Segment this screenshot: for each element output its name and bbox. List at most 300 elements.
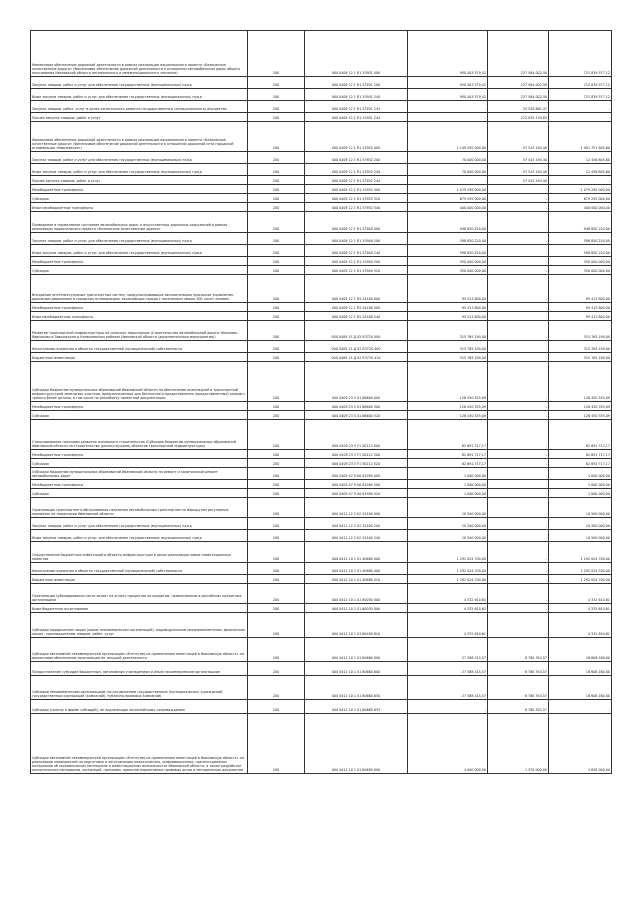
- cell-description: Бюджетные инвестиции: [31, 353, 248, 362]
- cell-description: Развитие транспортной инфраструктуры на сельских территориях (Строительство автомобильной дороги Жажлево - Иваньково в Заволжском и Кинешемском районах Ивановской области (дополнительные мероприятия)): [31, 321, 248, 341]
- cell-description: Субсидии юридическим лицам (кроме некоммерческих организаций), индивидуальным предпринимателям, физическим лицам - производителям товаров, работ, услуг: [31, 613, 248, 638]
- cell-description: Внедрение интеллектуальных транспортных систем, предусматривающих автоматизацию процессов управления дорожным движением в городских агломерациях, включающих города с населением свыше 300 тысяч человек: [31, 275, 248, 303]
- cell-description: Организация субсидирования части затрат на уплату процентов по кредитам, привлеченным в российских кредитных организациях: [31, 584, 248, 604]
- cell-executed-amount: 57 543 194,40: [488, 176, 549, 185]
- cell-unexecuted-amount: 126 450 555,09: [549, 362, 612, 402]
- cell-line-code: 200: [248, 604, 305, 613]
- cell-description: Межбюджетные трансферты: [31, 402, 248, 411]
- cell-line-code: 200: [248, 257, 305, 266]
- cell-approved-amount: 315 765 190,00: [408, 321, 488, 341]
- cell-approved-amount: 1 079 295 000,00: [408, 185, 488, 194]
- cell-unexecuted-amount: 712 839 577,12: [549, 89, 612, 101]
- table-row: [31, 77, 612, 89]
- cell-description: Иные закупки товаров, работ и услуг для обеспечения государственных (муниципальных) нужд: [31, 164, 248, 176]
- cell-line-code: 200: [248, 676, 305, 700]
- cell-executed-amount: 57 543 194,40: [488, 152, 549, 164]
- cell-description: Субсидии: [31, 411, 248, 420]
- cell-approved-amount: -: [408, 176, 488, 185]
- cell-classification-code: 000 0409 23 5 F1 50212 000: [305, 420, 408, 450]
- cell-description: Межбюджетные трансферты: [31, 303, 248, 312]
- cell-classification-code: 000 0409 12 1 R2 54180 000: [305, 275, 408, 303]
- cell-classification-code: 000 0409 13 Д 02 R3720 000: [305, 321, 408, 341]
- cell-executed-amount: -: [488, 185, 549, 194]
- table-row: [31, 676, 612, 700]
- cell-classification-code: 000 0412 10 1 01 40680 400: [305, 563, 408, 575]
- cell-approved-amount: 10 500 000,00: [408, 518, 488, 530]
- cell-approved-amount: 1 292 024 700,00: [408, 542, 488, 563]
- cell-description: Субсидии: [31, 459, 248, 468]
- cell-executed-amount: 25 528 862,47: [488, 101, 549, 113]
- cell-description: Межбюджетные трансферты: [31, 185, 248, 194]
- cell-description: Межбюджетные трансферты: [31, 450, 248, 459]
- cell-executed-amount: -: [488, 275, 549, 303]
- cell-executed-amount: -: [488, 530, 549, 542]
- cell-approved-amount: 679 295 000,00: [408, 194, 488, 203]
- table-row: [31, 362, 612, 402]
- cell-classification-code: 000 0409 12 1 R2 54180 540: [305, 312, 408, 321]
- cell-line-code: 200: [248, 152, 305, 164]
- cell-line-code: 200: [248, 498, 305, 518]
- cell-classification-code: 000 0409 12 1 R1 53932 540: [305, 203, 408, 212]
- cell-classification-code: 000 0409 23 5 01 86600 520: [305, 411, 408, 420]
- cell-unexecuted-amount: -: [549, 176, 612, 185]
- cell-line-code: 200: [248, 341, 305, 353]
- cell-line-code: 200: [248, 113, 305, 122]
- table-row: [31, 450, 612, 459]
- cell-approved-amount: 1 292 024 700,00: [408, 563, 488, 575]
- cell-classification-code: 000 0412 10 1 01 60660 600: [305, 662, 408, 676]
- cell-unexecuted-amount: 1 292 024 700,00: [549, 575, 612, 584]
- cell-description: Субсидии бюджетам муниципальных образований Ивановской области на ремонт и капитальный ремонт автомобильных дорог: [31, 468, 248, 480]
- cell-approved-amount: 126 450 555,09: [408, 411, 488, 420]
- cell-description: Закупка товаров, работ, услуг в целях капитального ремонта государственного (муниципального) имущества: [31, 101, 248, 113]
- table-row: [31, 312, 612, 321]
- cell-executed-amount: -: [488, 245, 549, 257]
- cell-classification-code: 000 0409 12 1 R1 53940 520: [305, 266, 408, 275]
- cell-executed-amount: -: [488, 233, 549, 245]
- cell-approved-amount: 4 332 610,61: [408, 584, 488, 604]
- cell-classification-code: 000 0409 12 1 R1 53940 240: [305, 245, 408, 257]
- cell-line-code: 200: [248, 321, 305, 341]
- table-row: [31, 152, 612, 164]
- cell-executed-amount: 212 035 139,83: [488, 113, 549, 122]
- cell-classification-code: 000 0409 12 1 R1 53931 240: [305, 89, 408, 101]
- cell-unexecuted-amount: 4 332 610,61: [549, 604, 612, 613]
- cell-description: Финансовое обеспечение дорожной деятельности в рамках реализации национального проекта «Безопасные качественные дороги» (Финансовое обеспечение дорожной деятельности в отношении дорожной сети городской агломерации «Ивановская»): [31, 122, 248, 152]
- cell-description: Предоставление субсидий бюджетным, автономным учреждениям и иным некоммерческим организациям: [31, 662, 248, 676]
- table-row: [31, 420, 612, 450]
- cell-unexecuted-amount: 712 839 577,12: [549, 31, 612, 77]
- cell-executed-amount: -: [488, 194, 549, 203]
- table-row: [31, 700, 612, 714]
- cell-line-code: 200: [248, 101, 305, 113]
- cell-line-code: 200: [248, 480, 305, 489]
- cell-classification-code: 000 0409 12 1 R1 53932 000: [305, 122, 408, 152]
- cell-classification-code: 000 0409 12 1 R1 53931 200: [305, 77, 408, 89]
- table-row: [31, 518, 612, 530]
- cell-classification-code: 000 0411 12 2 02 25400 200: [305, 518, 408, 530]
- cell-approved-amount: 4 000 000,00: [408, 714, 488, 774]
- cell-executed-amount: 8 780 354,57: [488, 676, 549, 700]
- table-row: [31, 164, 612, 176]
- cell-unexecuted-amount: 18 608 160,00: [549, 676, 612, 700]
- cell-approved-amount: 315 765 190,00: [408, 341, 488, 353]
- cell-description: Капитальные вложения в объекты государственной (муниципальной) собственности: [31, 341, 248, 353]
- cell-executed-amount: -: [488, 341, 549, 353]
- cell-approved-amount: 82 691 717,17: [408, 459, 488, 468]
- cell-approved-amount: 1 292 024 700,00: [408, 575, 488, 584]
- cell-unexecuted-amount: 82 691 717,17: [549, 459, 612, 468]
- cell-unexecuted-amount: 1 000 000,00: [549, 468, 612, 480]
- table-row: [31, 266, 612, 275]
- cell-line-code: 200: [248, 402, 305, 411]
- cell-executed-amount: -: [488, 518, 549, 530]
- cell-classification-code: 000 0411 12 2 02 25400 240: [305, 530, 408, 542]
- table-row: [31, 321, 612, 341]
- table-row: [31, 122, 612, 152]
- cell-executed-amount: 8 780 354,57: [488, 662, 549, 676]
- table-row: [31, 245, 612, 257]
- cell-line-code: 200: [248, 212, 305, 233]
- cell-line-code: 200: [248, 459, 305, 468]
- cell-unexecuted-amount: 1 292 024 700,00: [549, 542, 612, 563]
- cell-classification-code: 000 0409 12 1 R1 53940 000: [305, 212, 408, 233]
- cell-approved-amount: 4 332 610,61: [408, 613, 488, 638]
- cell-unexecuted-amount: 350 000 000,00: [549, 266, 612, 275]
- cell-unexecuted-amount: 12 456 805,60: [549, 164, 612, 176]
- cell-executed-amount: -: [488, 257, 549, 266]
- cell-executed-amount: -: [488, 575, 549, 584]
- cell-line-code: 200: [248, 700, 305, 714]
- cell-description: Субсидии (гранты в форме субсидий), не подлежащие казначейскому сопровождению: [31, 700, 248, 714]
- cell-line-code: 200: [248, 353, 305, 362]
- cell-unexecuted-amount: 95 413 800,00: [549, 303, 612, 312]
- cell-unexecuted-amount: 948 850 220,00: [549, 212, 612, 233]
- table-row: [31, 89, 612, 101]
- cell-executed-amount: -: [488, 480, 549, 489]
- cell-unexecuted-amount: 10 500 000,00: [549, 530, 612, 542]
- cell-line-code: 200: [248, 194, 305, 203]
- cell-approved-amount: 950 403 579,42: [408, 31, 488, 77]
- cell-line-code: 200: [248, 89, 305, 101]
- table-row: [31, 662, 612, 676]
- cell-classification-code: 000 0409 12 1 R1 53932 500: [305, 185, 408, 194]
- table-row: [31, 604, 612, 613]
- cell-unexecuted-amount: 598 850 220,00: [549, 245, 612, 257]
- cell-approved-amount: 598 850 220,00: [408, 245, 488, 257]
- cell-approved-amount: 315 765 190,00: [408, 353, 488, 362]
- cell-executed-amount: 237 564 002,30: [488, 89, 549, 101]
- budget-execution-table: [30, 30, 612, 774]
- table-row: [31, 203, 612, 212]
- cell-approved-amount: -: [408, 113, 488, 122]
- cell-unexecuted-amount: 126 450 555,09: [549, 411, 612, 420]
- cell-line-code: 200: [248, 362, 305, 402]
- cell-executed-amount: -: [488, 362, 549, 402]
- table-row: [31, 714, 612, 774]
- cell-executed-amount: -: [488, 303, 549, 312]
- cell-description: Иные межбюджетные трансферты: [31, 312, 248, 321]
- table-row: [31, 275, 612, 303]
- cell-line-code: 200: [248, 420, 305, 450]
- cell-unexecuted-amount: 1 292 024 700,00: [549, 563, 612, 575]
- cell-unexecuted-amount: 315 765 190,00: [549, 341, 612, 353]
- cell-approved-amount: 27 388 514,57: [408, 662, 488, 676]
- cell-classification-code: 000 0409 12 1 R1 53931 000: [305, 31, 408, 77]
- cell-executed-amount: 1 370 000,00: [488, 714, 549, 774]
- table-row: [31, 194, 612, 203]
- cell-line-code: 200: [248, 77, 305, 89]
- cell-classification-code: 000 0412 10 1 01 60660 630: [305, 676, 408, 700]
- cell-line-code: 200: [248, 450, 305, 459]
- cell-unexecuted-amount: 712 839 577,12: [549, 77, 612, 89]
- cell-executed-amount: -: [488, 450, 549, 459]
- cell-classification-code: 000 0412 10 1 01 40680 000: [305, 542, 408, 563]
- cell-description: Субсидии: [31, 194, 248, 203]
- cell-line-code: 200: [248, 489, 305, 498]
- cell-unexecuted-amount: 18 608 160,00: [549, 662, 612, 676]
- table-row: [31, 489, 612, 498]
- cell-unexecuted-amount: -: [549, 101, 612, 113]
- cell-description: Прочая закупка товаров, работ и услуг: [31, 176, 248, 185]
- cell-description: Иные закупки товаров, работ и услуг для обеспечения государственных (муниципальных) нужд: [31, 89, 248, 101]
- cell-unexecuted-amount: 1 091 751 805,60: [549, 122, 612, 152]
- cell-approved-amount: 350 000 000,00: [408, 266, 488, 275]
- table-row: [31, 176, 612, 185]
- cell-executed-amount: -: [488, 604, 549, 613]
- cell-approved-amount: 1 000 000,00: [408, 468, 488, 480]
- cell-line-code: 200: [248, 575, 305, 584]
- cell-approved-amount: 1 149 295 000,00: [408, 122, 488, 152]
- cell-classification-code: 000 0412 10 1 01 60030 000: [305, 584, 408, 604]
- cell-classification-code: 000 0412 10 1 01 60030 810: [305, 613, 408, 638]
- cell-unexecuted-amount: 95 413 800,00: [549, 312, 612, 321]
- cell-executed-amount: -: [488, 489, 549, 498]
- cell-line-code: 200: [248, 613, 305, 638]
- cell-classification-code: 000 0409 12 1 R1 53932 520: [305, 194, 408, 203]
- cell-description: Приведение в нормативное состояние автомобильных дорог и искусственных дорожных сооружений в рамках реализации национального проекта «Безопасные качественные дороги»: [31, 212, 248, 233]
- cell-description: Стимулирование программ развития жилищного строительства (Субсидия бюджетам муниципальных образований Ивановской области на строительство (реконструкцию) объектов транспортной инфраструктуры): [31, 420, 248, 450]
- cell-description: Иные межбюджетные трансферты: [31, 203, 248, 212]
- cell-approved-amount: 95 413 800,00: [408, 312, 488, 321]
- cell-approved-amount: 948 850 220,00: [408, 212, 488, 233]
- table-row: [31, 498, 612, 518]
- cell-executed-amount: -: [488, 402, 549, 411]
- cell-description: Финансовое обеспечение дорожной деятельности в рамках реализации национального проекта «Безопасные качественные дороги» (Финансовое обеспечение дорожной деятельности в отношении автомобильных дорог общего пользования Ивановской области регионального и межмуниципального значения): [31, 31, 248, 77]
- cell-executed-amount: 237 564 002,30: [488, 31, 549, 77]
- cell-line-code: 200: [248, 31, 305, 77]
- cell-unexecuted-amount: 4 332 610,61: [549, 584, 612, 604]
- cell-description: Прочая закупка товаров, работ и услуг: [31, 113, 248, 122]
- cell-line-code: 200: [248, 275, 305, 303]
- cell-approved-amount: 10 500 000,00: [408, 498, 488, 518]
- cell-description: Иные закупки товаров, работ и услуг для обеспечения государственных (муниципальных) нужд: [31, 530, 248, 542]
- table-row: [31, 113, 612, 122]
- cell-line-code: 200: [248, 542, 305, 563]
- cell-executed-amount: 8 780 354,57: [488, 700, 549, 714]
- cell-unexecuted-amount: 126 450 555,09: [549, 402, 612, 411]
- cell-executed-amount: -: [488, 212, 549, 233]
- table-body: [31, 31, 612, 774]
- cell-description: Межбюджетные трансферты: [31, 480, 248, 489]
- cell-line-code: 200: [248, 638, 305, 662]
- cell-description: Капитальные вложения в объекты государственной (муниципальной) собственности: [31, 563, 248, 575]
- cell-approved-amount: 95 413 800,00: [408, 275, 488, 303]
- cell-unexecuted-amount: 1 000 000,00: [549, 480, 612, 489]
- cell-unexecuted-amount: 82 691 717,17: [549, 420, 612, 450]
- cell-executed-amount: 57 543 194,40: [488, 164, 549, 176]
- cell-approved-amount: 1 000 000,00: [408, 480, 488, 489]
- cell-classification-code: 000 0409 23 5 01 86600 000: [305, 362, 408, 402]
- cell-description: Осуществление бюджетных инвестиций в объекты инфраструктуры в целях реализации новых инвестиционных проектов: [31, 542, 248, 563]
- cell-unexecuted-amount: 1 000 000,00: [549, 489, 612, 498]
- cell-executed-amount: 237 564 002,30: [488, 77, 549, 89]
- cell-unexecuted-amount: -: [549, 113, 612, 122]
- cell-classification-code: 000 0409 13 Д 02 R3720 400: [305, 341, 408, 353]
- cell-line-code: 200: [248, 411, 305, 420]
- cell-classification-code: 000 0409 23 5 01 86600 500: [305, 402, 408, 411]
- cell-approved-amount: 27 388 514,57: [408, 676, 488, 700]
- cell-line-code: 200: [248, 266, 305, 275]
- cell-approved-amount: 126 450 555,09: [408, 362, 488, 402]
- cell-classification-code: 000 0409 47 9 00 81990 000: [305, 468, 408, 480]
- cell-executed-amount: -: [488, 411, 549, 420]
- cell-description: Закупка товаров, работ и услуг для обеспечения государственных (муниципальных) нужд: [31, 77, 248, 89]
- table-row: [31, 480, 612, 489]
- cell-line-code: 200: [248, 176, 305, 185]
- cell-description: Субсидии: [31, 266, 248, 275]
- cell-line-code: 200: [248, 518, 305, 530]
- cell-classification-code: 000 0409 13 Д 02 R3720 410: [305, 353, 408, 362]
- cell-approved-amount: 82 691 717,17: [408, 450, 488, 459]
- cell-approved-amount: 70 000 000,00: [408, 164, 488, 176]
- cell-classification-code: 000 0409 47 9 00 81990 500: [305, 480, 408, 489]
- cell-line-code: 200: [248, 164, 305, 176]
- table-row: [31, 353, 612, 362]
- table-row: [31, 257, 612, 266]
- cell-approved-amount: 598 850 220,00: [408, 233, 488, 245]
- cell-description: Закупка товаров, работ и услуг для обеспечения государственных (муниципальных) нужд: [31, 233, 248, 245]
- cell-line-code: 200: [248, 303, 305, 312]
- cell-line-code: 200: [248, 203, 305, 212]
- cell-executed-amount: -: [488, 266, 549, 275]
- cell-classification-code: 000 0412 10 1 01 60660 633: [305, 700, 408, 714]
- cell-classification-code: 000 0411 12 2 02 25400 000: [305, 498, 408, 518]
- cell-unexecuted-amount: 10 500 000,00: [549, 518, 612, 530]
- cell-unexecuted-amount: 12 456 805,60: [549, 152, 612, 164]
- cell-executed-amount: -: [488, 613, 549, 638]
- cell-executed-amount: -: [488, 584, 549, 604]
- cell-executed-amount: -: [488, 420, 549, 450]
- cell-unexecuted-amount: 2 630 000,00: [549, 714, 612, 774]
- cell-classification-code: 000 0409 12 1 R1 53932 240: [305, 164, 408, 176]
- cell-classification-code: 000 0412 10 1 01 60690 000: [305, 714, 408, 774]
- cell-executed-amount: 8 780 354,57: [488, 638, 549, 662]
- cell-approved-amount: 95 413 800,00: [408, 303, 488, 312]
- cell-unexecuted-amount: 95 413 800,00: [549, 275, 612, 303]
- cell-unexecuted-amount: 18 608 160,00: [549, 638, 612, 662]
- cell-line-code: 200: [248, 530, 305, 542]
- table-row: [31, 101, 612, 113]
- cell-line-code: 200: [248, 122, 305, 152]
- cell-classification-code: 000 0409 12 1 R1 53940 200: [305, 233, 408, 245]
- cell-executed-amount: -: [488, 563, 549, 575]
- table-row: [31, 575, 612, 584]
- cell-approved-amount: 950 403 579,42: [408, 77, 488, 89]
- cell-executed-amount: -: [488, 353, 549, 362]
- cell-approved-amount: -: [408, 700, 488, 714]
- cell-executed-amount: 57 543 194,40: [488, 122, 549, 152]
- cell-description: Закупка товаров, работ и услуг для обеспечения государственных (муниципальных) нужд: [31, 518, 248, 530]
- cell-unexecuted-amount: -: [549, 700, 612, 714]
- cell-classification-code: 000 0412 10 1 01 40680 410: [305, 575, 408, 584]
- cell-unexecuted-amount: 350 000 000,00: [549, 257, 612, 266]
- cell-executed-amount: -: [488, 459, 549, 468]
- cell-unexecuted-amount: 400 000 000,00: [549, 203, 612, 212]
- table-row: [31, 468, 612, 480]
- cell-unexecuted-amount: 598 850 220,00: [549, 233, 612, 245]
- cell-executed-amount: -: [488, 312, 549, 321]
- cell-line-code: 200: [248, 468, 305, 480]
- cell-executed-amount: -: [488, 468, 549, 480]
- table-row: [31, 341, 612, 353]
- table-row: [31, 303, 612, 312]
- cell-line-code: 200: [248, 714, 305, 774]
- cell-classification-code: 000 0409 47 9 00 81990 520: [305, 489, 408, 498]
- cell-approved-amount: 126 450 555,09: [408, 402, 488, 411]
- table-row: [31, 233, 612, 245]
- cell-unexecuted-amount: 4 332 610,61: [549, 613, 612, 638]
- cell-description: Организация транспортного обслуживания населения автомобильным транспортом по маршрутам регулярных перевозок на территории Ивановской области: [31, 498, 248, 518]
- cell-description: Субсидии: [31, 489, 248, 498]
- cell-classification-code: 000 0409 12 1 R1 53931 244: [305, 113, 408, 122]
- table-row: [31, 563, 612, 575]
- cell-classification-code: 000 0409 12 1 R1 53932 244: [305, 176, 408, 185]
- table-row: [31, 459, 612, 468]
- cell-approved-amount: 350 000 000,00: [408, 257, 488, 266]
- cell-line-code: 200: [248, 584, 305, 604]
- cell-line-code: 200: [248, 245, 305, 257]
- cell-description: Иные закупки товаров, работ и услуг для обеспечения государственных (муниципальных) нужд: [31, 245, 248, 257]
- cell-description: Иные бюджетные ассигнования: [31, 604, 248, 613]
- cell-unexecuted-amount: 315 765 190,00: [549, 321, 612, 341]
- cell-line-code: 200: [248, 185, 305, 194]
- cell-approved-amount: 82 691 717,17: [408, 420, 488, 450]
- cell-executed-amount: -: [488, 498, 549, 518]
- cell-executed-amount: -: [488, 203, 549, 212]
- cell-classification-code: 000 0409 23 5 F1 50212 500: [305, 450, 408, 459]
- cell-unexecuted-amount: 82 691 717,17: [549, 450, 612, 459]
- cell-description: Субсидия автономной некоммерческой организации «Агентство по привлечению инвестиций в Ивановскую область» на реализацию мероприятий по подготовке и изготовлению аналитических, информационных, презентационных материалов об экономическом потенциале и инвестиционных возможностях Ивановской области, а также разработке аналитических материалов, концепций, программ, проектов нормативных правовых актов и методических документов: [31, 714, 248, 774]
- table-row: [31, 638, 612, 662]
- cell-description: Субсидии бюджетам муниципальных образований Ивановской области на обеспечение инженерной и транспортной инфраструктурой земельных участков, предназначенных для бесплатного предоставления (предоставленных) семьям с тремя и более детьми, в том числе на разработку проектной документации: [31, 362, 248, 402]
- cell-classification-code: 000 0409 12 1 R2 54180 500: [305, 303, 408, 312]
- cell-classification-code: 000 0409 12 1 R1 53931 243: [305, 101, 408, 113]
- cell-unexecuted-amount: 679 295 000,00: [549, 194, 612, 203]
- table-row: [31, 530, 612, 542]
- cell-unexecuted-amount: 10 500 000,00: [549, 498, 612, 518]
- cell-unexecuted-amount: 315 765 190,00: [549, 353, 612, 362]
- cell-line-code: 200: [248, 662, 305, 676]
- cell-approved-amount: 400 000 000,00: [408, 203, 488, 212]
- budget-report-page: [30, 30, 611, 881]
- table-row: [31, 185, 612, 194]
- cell-description: Бюджетные инвестиции: [31, 575, 248, 584]
- table-row: [31, 212, 612, 233]
- cell-approved-amount: -: [408, 101, 488, 113]
- cell-executed-amount: -: [488, 542, 549, 563]
- cell-approved-amount: 4 332 610,61: [408, 604, 488, 613]
